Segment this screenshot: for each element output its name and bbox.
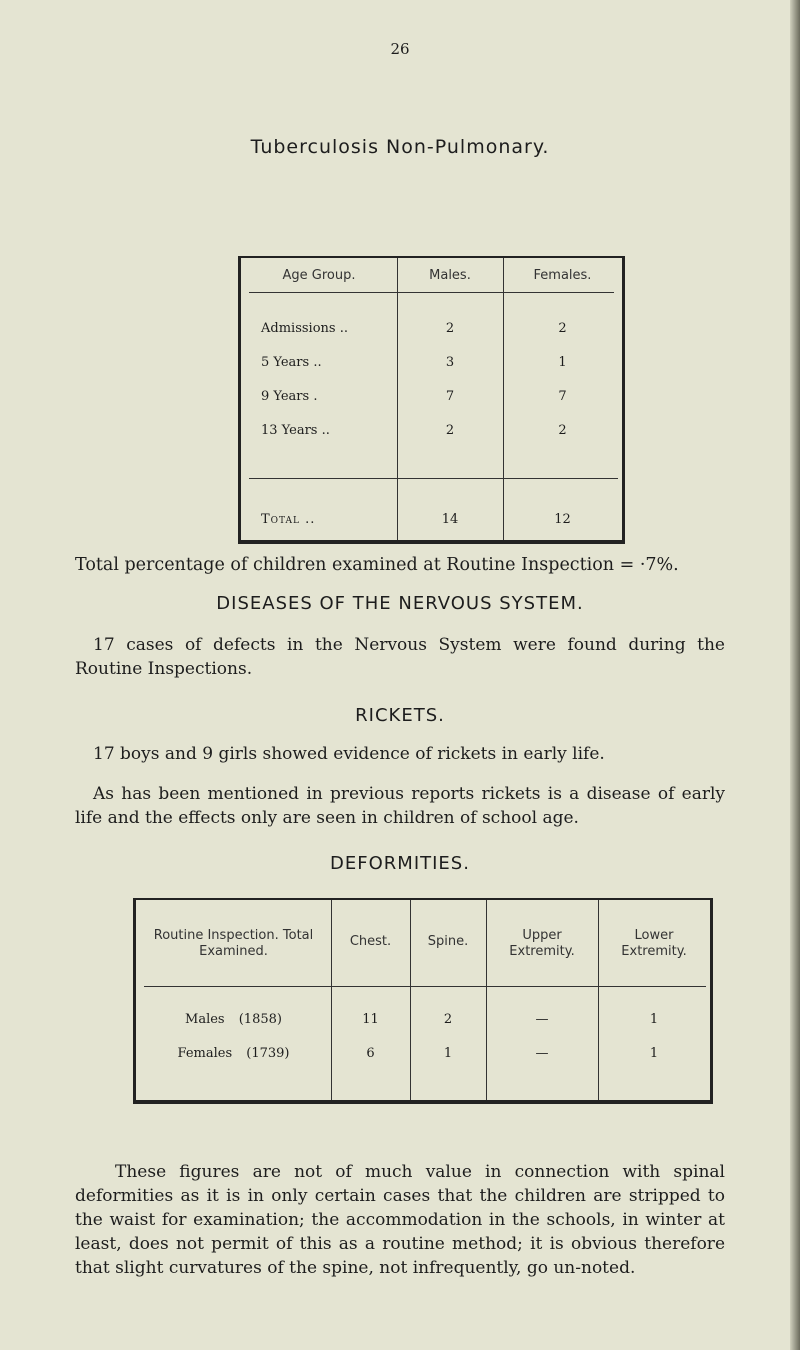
deformities-header: Spine. (427, 934, 469, 949)
nervous-heading: DISEASES OF THE NERVOUS SYSTEM. (216, 593, 584, 614)
deformities-cell: 6 (366, 1046, 375, 1061)
row-label: 13 Years .. (261, 423, 330, 438)
deformities-cell: 2 (443, 1012, 453, 1027)
row-males: 3 (445, 355, 455, 370)
header-age-group: Age Group. (282, 268, 356, 283)
tb-title: Tuberculosis Non-Pulmonary. (250, 136, 550, 158)
row-males: 2 (445, 423, 455, 438)
header-females: Females. (533, 268, 592, 283)
row-label: 9 Years . (261, 389, 318, 404)
rickets-p1: 17 boys and 9 girls showed evidence of rickets in early life. (93, 744, 605, 764)
total-label: Total .. (261, 512, 316, 527)
deformities-table (133, 898, 713, 1104)
deformities-note: These figures are not of much value in connection with spinal deformities as it is in only certain cases that the children are stripped to the waist for examination; the accommodation in the schools, in winter at least, does not permit of this as a routine method; it is obvious therefore that slight curvatures of the spine, not infrequently, go un-noted. (75, 1162, 725, 1278)
deformities-header: Upper Extremity. (509, 928, 575, 959)
row-females: 1 (558, 355, 567, 370)
row-females: 2 (558, 423, 567, 438)
total-females: 12 (554, 512, 571, 527)
deformities-cell: Females (1739) (177, 1046, 290, 1061)
row-label: Admissions .. (261, 321, 348, 336)
deformities-header: Routine Inspection. Total Examined. (153, 928, 314, 959)
deformities-cell: — (535, 1012, 549, 1027)
nervous-text: 17 cases of defects in the Nervous System were found during the Routine Inspections. (75, 635, 725, 679)
rickets-p2: As has been mentioned in previous reports rickets is a disease of early life and the effects only are seen in children of school age. (75, 784, 725, 828)
row-males: 7 (445, 389, 455, 404)
row-females: 2 (558, 321, 567, 336)
deformities-heading: DEFORMITIES. (330, 853, 470, 874)
deformities-cell: — (535, 1046, 549, 1061)
row-label: 5 Years .. (261, 355, 322, 370)
tb-table (238, 256, 625, 544)
percentage-line: Total percentage of children examined at Routine Inspection = ·7%. (75, 555, 679, 575)
deformities-header: Chest. (349, 934, 392, 949)
rickets-heading: RICKETS. (355, 705, 445, 726)
total-males: 14 (441, 512, 459, 527)
deformities-header: Lower Extremity. (621, 928, 687, 959)
row-males: 2 (445, 321, 455, 336)
page-number: 26 (390, 40, 410, 58)
header-males: Males. (429, 268, 471, 283)
deformities-cell: Males (1858) (185, 1012, 282, 1027)
deformities-cell: 1 (649, 1046, 659, 1061)
row-females: 7 (558, 389, 567, 404)
deformities-cell: 1 (649, 1012, 659, 1027)
deformities-cell: 1 (443, 1046, 453, 1061)
scan-edge (790, 0, 800, 1350)
deformities-cell: 11 (362, 1012, 379, 1027)
